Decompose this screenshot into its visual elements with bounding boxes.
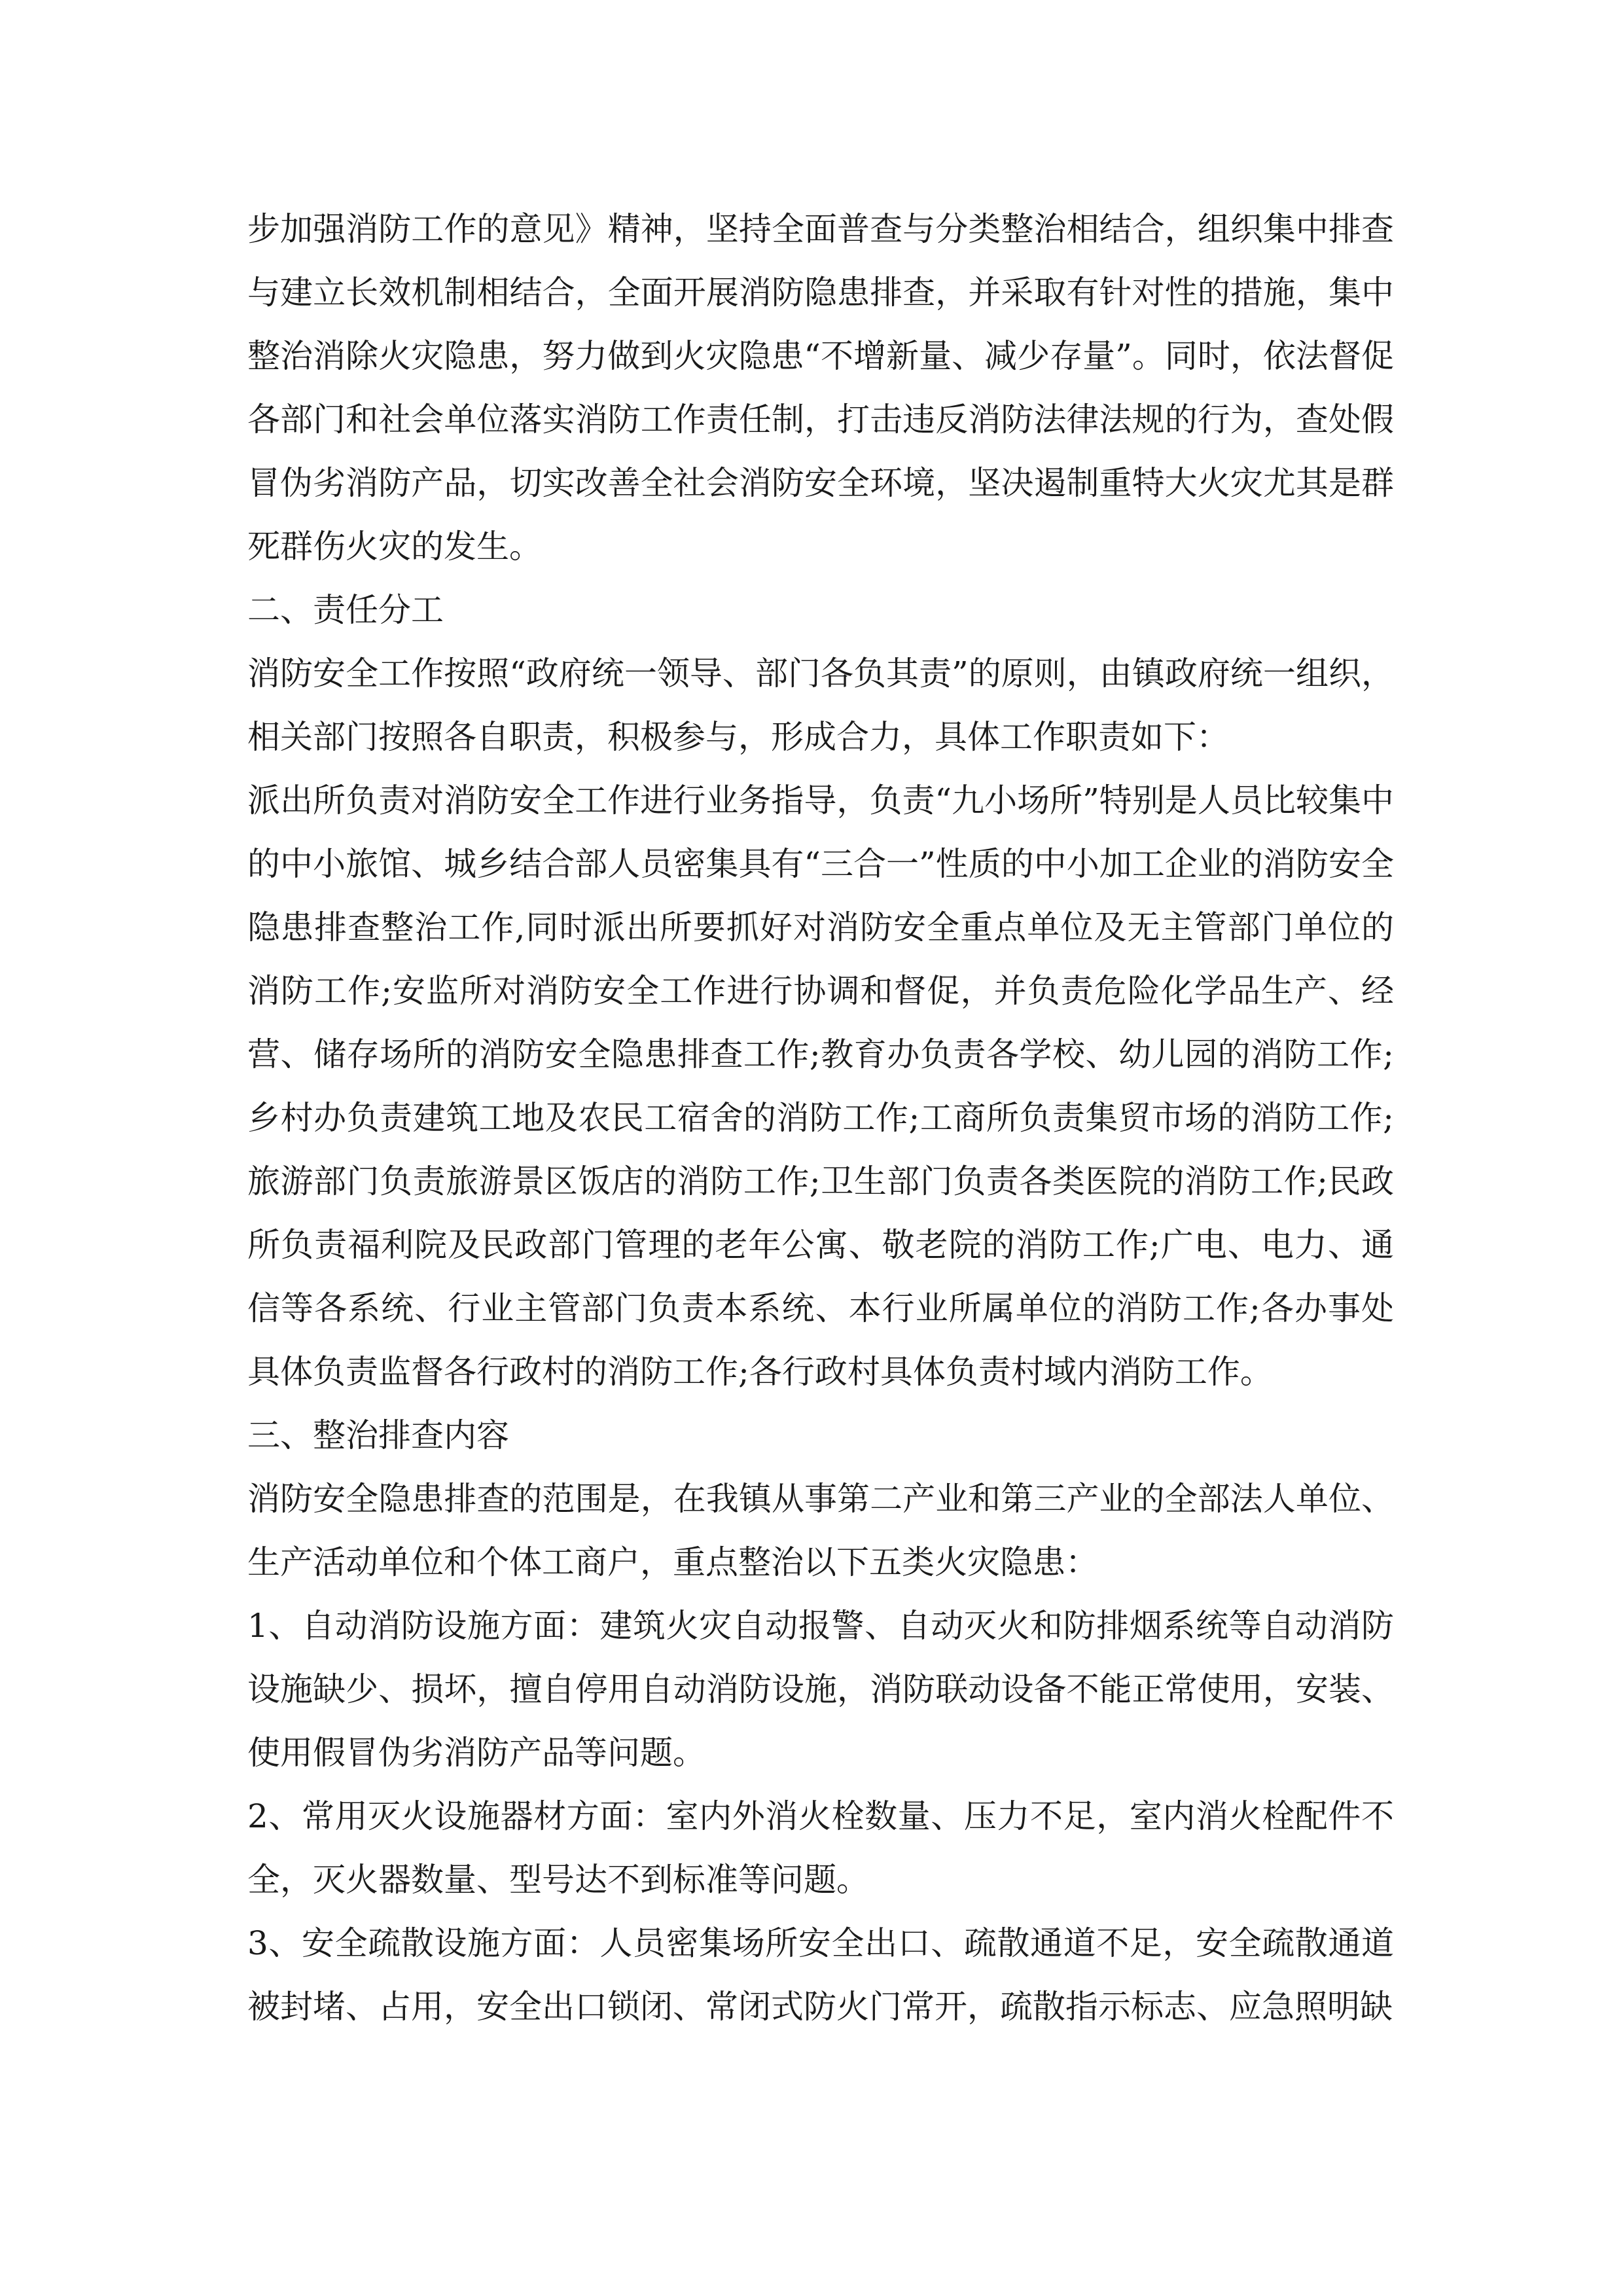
list-item-automatic-facilities: 1、自动消防设施方面：建筑火灾自动报警、自动灭火和防排烟系统等自动消防设施缺少、损坏，擅自停用自动消防设施，消防联动设备不能正常使用，安装、使用假冒伪劣消防产品等问题。 bbox=[247, 1607, 1394, 1772]
section-heading-responsibility: 二、责任分工 bbox=[247, 591, 444, 629]
section-heading-inspection-content: 三、整治排查内容 bbox=[247, 1416, 509, 1454]
document-body bbox=[247, 198, 1394, 2039]
list-item-evacuation-facilities: 3、安全疏散设施方面：人员密集场所安全出口、疏散通道不足，安全疏散通道被封堵、占用，安全出口锁闭、常闭式防火门常开，疏散指示标志、应急照明缺 bbox=[247, 1924, 1394, 2026]
list-item-firefighting-equipment: 2、常用灭火设施器材方面：室内外消火栓数量、压力不足，室内消火栓配件不全，灭火器数量、型号达不到标准等问题。 bbox=[247, 1797, 1394, 1899]
paragraph-inspection-scope: 消防安全隐患排查的范围是，在我镇从事第二产业和第三产业的全部法人单位、生产活动单位和个体工商户，重点整治以下五类火灾隐患： bbox=[247, 1480, 1394, 1581]
paragraph-department-duties: 派出所负责对消防安全工作进行业务指导，负责“九小场所”特别是人员比较集中的中小旅馆、城乡结合部人员密集具有“三合一”性质的中小加工企业的消防安全隐患排查整治工作,同时派出所要抓好对消防安全重点单位及无主管部门单位的消防工作;安监所对消防安全工作进行协调和督促，并负责危险化学品生产、经营、储存场所的消防安全隐患排查工作;教育办负责各学校、幼儿园的消防工作;乡村办负责建筑工地及农民工宿舍的消防工作;工商所负责集贸市场的消防工作;旅游部门负责旅游景区饭店的消防工作;卫生部门负责各类医院的消防工作;民政所负责福利院及民政部门管理的老年公寓、敬老院的消防工作;广电、电力、通信等各系统、行业主管部门负责本系统、本行业所属单位的消防工作;各办事处具体负责监督各行政村的消防工作;各行政村具体负责村域内消防工作。 bbox=[247, 781, 1394, 1391]
paragraph-policy-intro: 步加强消防工作的意见》精神，坚持全面普查与分类整治相结合，组织集中排查与建立长效机制相结合，全面开展消防隐患排查，并采取有针对性的措施，集中整治消除火灾隐患，努力做到火灾隐患“不增新量、减少存量”。同时，依法督促各部门和社会单位落实消防工作责任制，打击违反消防法律法规的行为，查处假冒伪劣消防产品，切实改善全社会消防安全环境，坚决遏制重特大火灾尤其是群死群伤火灾的发生。 bbox=[247, 210, 1394, 565]
paragraph-responsibility-principle: 消防安全工作按照“政府统一领导、部门各负其责”的原则，由镇政府统一组织，相关部门按照各自职责，积极参与，形成合力，具体工作职责如下： bbox=[247, 655, 1394, 756]
